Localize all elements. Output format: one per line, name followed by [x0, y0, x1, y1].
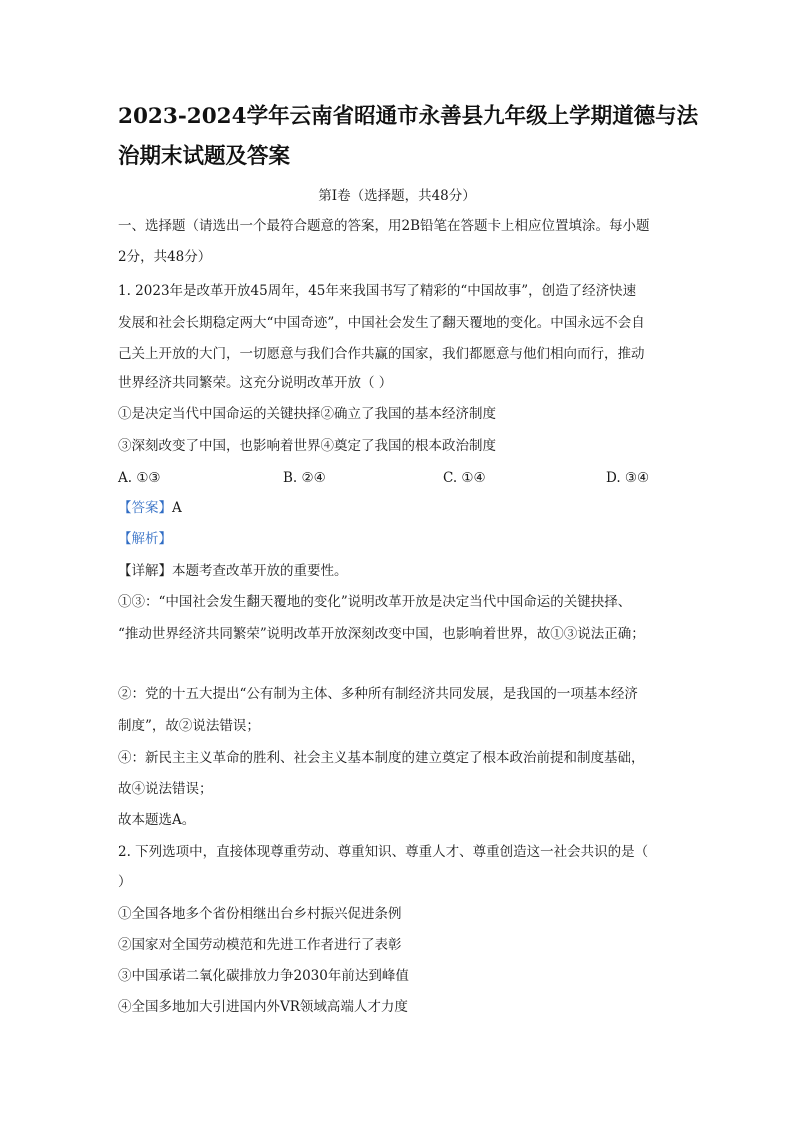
q2-statement-line: ②国家对全国劳动模范和先进工作者进行了表彰: [118, 937, 402, 953]
q2-stem-line: ）: [118, 874, 132, 890]
q1-detail: [118, 561, 348, 581]
q1-statement-line: ①是决定当代中国命运的关键抉择②确立了我国的基本经济制度: [118, 406, 496, 422]
q1-answer: [118, 498, 182, 518]
q1-option-c: C. ①④: [443, 470, 486, 486]
detail-text: 本题考查改革开放的重要性。: [172, 563, 348, 579]
document-title-line-2: 治期末试题及答案: [118, 144, 291, 169]
q1-explanation-line: ②：党的十五大提出“公有制为主体、多种所有制经济共同发展，是我国的一项基本经济: [118, 686, 638, 702]
q1-stem-line: 发展和社会长期稳定两大“中国奇迹”，中国社会发生了翻天覆地的变化。中国永远不会自: [118, 315, 645, 331]
q2-statement-line: ③中国承诺二氧化碳排放力争2030年前达到峰值: [118, 968, 409, 984]
q1-stem-line: 1. 2023年是改革开放45周年，45年来我国书写了精彩的“中国故事”，创造了经济快速: [118, 283, 637, 299]
q1-explanation-line: 故④说法错误；: [118, 781, 213, 797]
answer-tag: 【答案】: [118, 500, 172, 516]
q1-statement-line: ③深刻改变了中国，也影响着世界④奠定了我国的根本政治制度: [118, 438, 496, 454]
analysis-tag: 【解析】: [118, 531, 172, 547]
section-heading: 第Ⅰ卷（选择题，共48分）: [318, 188, 476, 204]
q1-explanation-line: 制度”，故②说法错误；: [118, 718, 260, 734]
q1-option-d: D. ③④: [606, 470, 650, 486]
answer-value: A: [172, 500, 182, 516]
q1-option-a: A. ①③: [118, 470, 161, 486]
q1-explanation-line: 故本题选A。: [118, 812, 196, 828]
q1-explanation-line: ④：新民主主义革命的胜利、社会主义基本制度的建立奠定了根本政治前提和制度基础，: [118, 750, 645, 766]
instructions-line-1: 一、选择题（请选出一个最符合题意的答案，用2B铅笔在答题卡上相应位置填涂。每小题: [118, 218, 650, 234]
q2-statement-line: ①全国各地多个省份相继出台乡村振兴促进条例: [118, 906, 402, 922]
q2-stem-line: 2. 下列选项中，直接体现尊重劳动、尊重知识、尊重人才、尊重创造这一社会共识的是（: [118, 844, 649, 860]
q1-option-b: B. ②④: [283, 470, 326, 486]
instructions-line-2: 2分，共48分）: [118, 249, 212, 265]
q1-stem-line: 世界经济共同繁荣。这充分说明改革开放（ ）: [118, 375, 393, 391]
q1-explanation-line: ①③：“中国社会发生翻天覆地的变化”说明改革开放是决定当代中国命运的关键抉择、: [118, 594, 632, 610]
q2-statement-line: ④全国多地加大引进国内外VR领域高端人才力度: [118, 999, 408, 1015]
document-title-line-1: 2023-2024学年云南省昭通市永善县九年级上学期道德与法: [118, 104, 699, 129]
detail-tag: 【详解】: [118, 563, 172, 579]
q1-stem-line: 己关上开放的大门，一切愿意与我们合作共赢的国家，我们都愿意与他们相向而行，推动: [118, 346, 645, 362]
q1-explanation-line: “推动世界经济共同繁荣”说明改革开放深刻改变中国，也影响着世界，故①③说法正确；: [118, 626, 645, 642]
